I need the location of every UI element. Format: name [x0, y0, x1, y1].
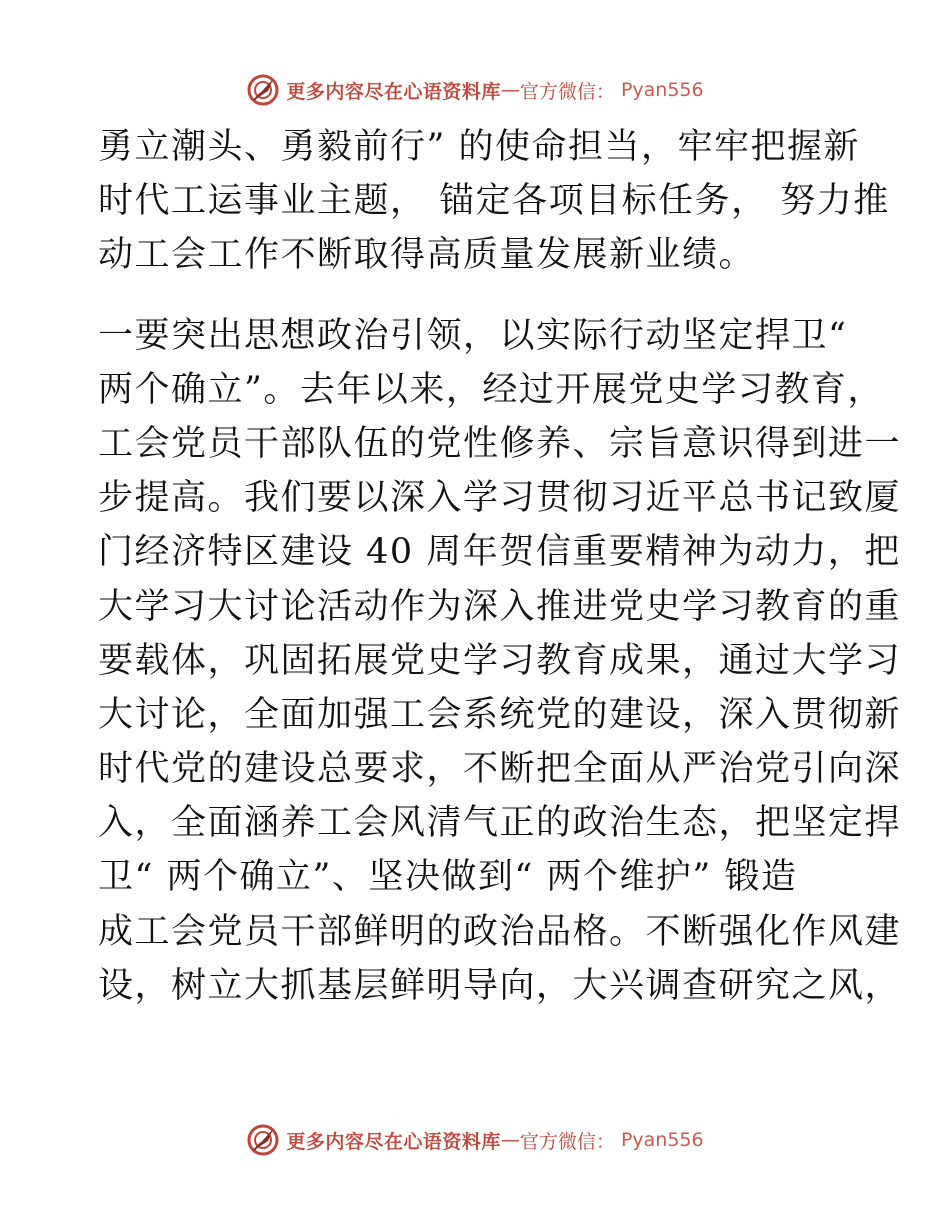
text-line: 要载体，巩固拓展党史学习教育成果，通过大学习 [98, 640, 902, 681]
watermark-wechat-id: Pyan556 [620, 79, 704, 101]
text-line: 一要突出思想政治引领，以实际行动坚定捍卫“ [98, 315, 848, 356]
paragraph-gap [98, 283, 858, 309]
quill-logo-icon [246, 1123, 280, 1157]
paragraph-2 [98, 309, 902, 1013]
header-watermark [0, 70, 950, 110]
text-line: 门经济特区建设 40 周年贺信重要精神为动力，把 [98, 532, 901, 573]
text-line: 大学习大讨论活动作为深入推进党史学习教育的重 [98, 586, 902, 627]
text-line: 动工会工作不断取得高质量发展新业绩。 [98, 235, 756, 276]
paragraph-1 [98, 120, 890, 283]
footer-watermark [0, 1120, 950, 1160]
text-line: 时代工运事业主题， 锚定各项目标任务， 努力推 [98, 181, 890, 222]
text-line: 设，树立大抓基层鲜明导向，大兴调查研究之风， [98, 965, 902, 1006]
text-line: 成工会党员干部鲜明的政治品格。不断强化作风建 [98, 911, 902, 952]
watermark-text: 更多内容尽在心语资料库 [286, 80, 501, 103]
text-line: 时代党的建设总要求，不断把全面从严治党引向深 [98, 749, 902, 790]
watermark-separator: — [500, 79, 520, 101]
text-line: 入，全面涵养工会风清气正的政治生态，把坚定捍 [98, 803, 902, 844]
document-body [98, 120, 902, 1013]
watermark-wechat-label: 官方微信： [519, 80, 615, 103]
text-line: 大讨论，全面加强工会系统党的建设，深入贯彻新 [98, 694, 902, 735]
text-line: 勇立潮头、勇毅前行” 的使命担当，牢牢把握新 [98, 127, 861, 167]
text-line: 两个确立”。去年以来，经过开展党史学习教育， [98, 369, 884, 410]
watermark-wechat-id: Pyan556 [620, 1129, 704, 1151]
text-line: 步提高。我们要以深入学习贯彻习近平总书记致厦 [98, 478, 902, 519]
quill-logo-icon [246, 73, 280, 107]
watermark-text: 更多内容尽在心语资料库 [286, 1130, 501, 1153]
watermark-separator: — [500, 1129, 520, 1151]
text-line: 卫“ 两个确立”、坚决做到“ 两个维护” 锻造 [98, 857, 798, 898]
text-line: 工会党员干部队伍的党性修养、宗旨意识得到进一 [98, 423, 902, 464]
watermark-wechat-label: 官方微信： [519, 1130, 615, 1153]
